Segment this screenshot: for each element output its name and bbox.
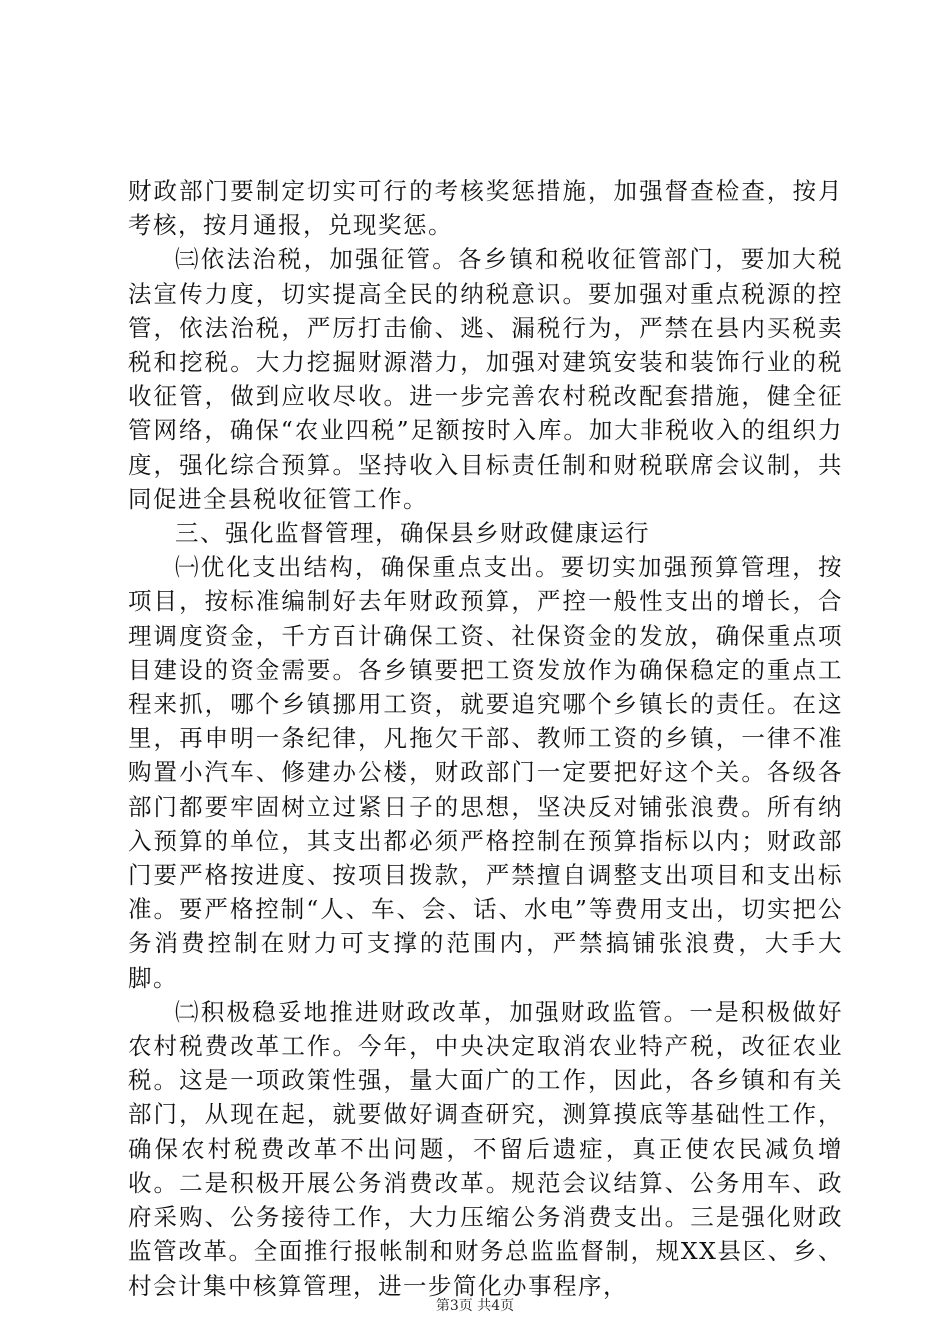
paragraph-fiscal-reform: ㈡积极稳妥地推进财政改革，加强财政监管。一是积极做好农村税费改革工作。今年，中央决定取消农业特产税，改征农业税。这是一项政策性强，量大面广的工作，因此，各乡镇和有关部门，从现在起，就要做好调查研究，测算摸底等基础性工作，确保农村税费改革不出问题，不留后遗症，真正使农民减负增收。二是积极开展公务消费改革。规范会议结算、公务用车、政府采购、公务接待工作，大力压缩公务消费支出。三是强化财政监管改革。全面推行报帐制和财务总监监督制，规XX县区、乡、村会计集中核算管理，进一步简化办事程序， (128, 997, 843, 1300)
paragraph-expenditure-structure: ㈠优化支出结构，确保重点支出。要切实加强预算管理，按项目，按标准编制好去年财政预算，严控一般性支出的增长，合理调度资金，千方百计确保工资、社保资金的发放，确保重点项目建设的资金需要。各乡镇要把工资发放作为确保稳定的重点工程来抓，哪个乡镇挪用工资，就要追究哪个乡镇长的责任。在这里，再申明一条纪律，凡拖欠干部、教师工资的乡镇，一律不准购置小汽车、修建办公楼，财政部门一定要把好这个关。各级各部门都要牢固树立过紧日子的思想，坚决反对铺张浪费。所有纳入预算的单位，其支出都必须严格控制在预算指标以内；财政部门要严格按进度、按项目拨款，严禁擅自调整支出项目和支出标准。要严格控制“人、车、会、话、水电”等费用支出，切实把公务消费控制在财力可支撑的范围内，严禁搞铺张浪费，大手大脚。 (128, 553, 843, 992)
document-body (128, 174, 843, 1303)
page-footer: 第3页 共4页 (435, 1298, 515, 1314)
paragraph-continuation: 财政部门要制定切实可行的考核奖惩措施，加强督查检查，按月考核，按月通报，兑现奖惩。 (128, 177, 843, 240)
section-heading-supervision: 三、强化监督管理，确保县乡财政健康运行 (175, 519, 650, 548)
paragraph-tax-collection: ㈢依法治税，加强征管。各乡镇和税收征管部门，要加大税法宣传力度，切实提高全民的纳税意识。要加强对重点税源的控管，依法治税，严厉打击偷、逃、漏税行为，严禁在县内买税卖税和挖税。大力挖掘财源潜力，加强对建筑安装和装饰行业的税收征管，做到应收尽收。进一步完善农村税改配套措施，健全征管网络，确保“农业四税”足额按时入库。加大非税收入的组织力度，强化综合预算。坚持收入目标责任制和财税联席会议制，共同促进全县税收征管工作。 (128, 245, 843, 513)
